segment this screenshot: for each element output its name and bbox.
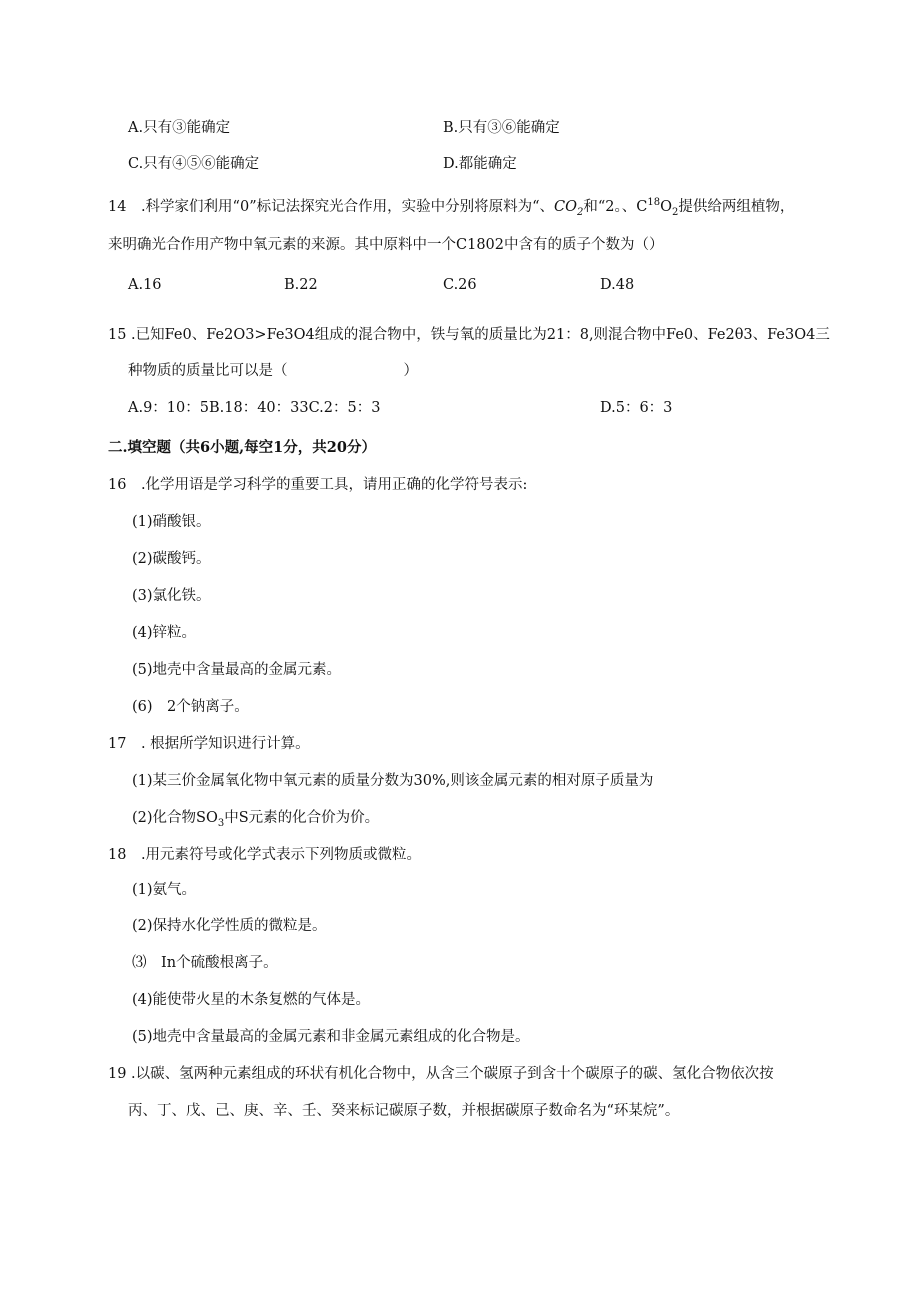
q16-item-5: (5)地壳中含量最高的金属元素。 (132, 662, 342, 678)
q18-item-2: (2)保持水化学性质的微粒是。 (132, 918, 327, 934)
q14-option-c: C.26 (443, 277, 477, 293)
q18-stem: 18 .用元素符号或化学式表示下列物质或微粒。 (108, 847, 422, 863)
q13-option-a: A.只有③能确定 (128, 120, 231, 136)
q13-option-b: B.只有③⑥能确定 (443, 120, 560, 136)
q15-options-abc: A.9：10：5B.18：40：33C.2：5：3 (128, 400, 381, 416)
q19-stem-line1: 19 .以碳、氢两种元素组成的环状有机化合物中，从含三个碳原子到含十个碳原子的碳、氢化合物依次按 (108, 1066, 774, 1082)
q16-item-4: (4)锌粒。 (132, 625, 197, 641)
q18-item-4: (4)能使带火星的木条复燃的气体是。 (132, 992, 371, 1008)
q14-option-a: A.16 (128, 277, 162, 293)
q14-stem-line1: 14 .科学家们利用“0”标记法探究光合作用，实验中分别将原料为“、$CO_2$和“2。、$C^{18}O_2$提供给两组植物， (108, 197, 795, 218)
q18-item-5: (5)地壳中含量最高的金属元素和非金属元素组成的化合物是。 (132, 1029, 530, 1045)
q15-stem-line2: 种物质的质量比可以是（ ） (128, 363, 418, 379)
q16-item-6: (6) 2个钠离子。 (132, 699, 249, 715)
q14-stem-line2: 来明确光合作用产物中氧元素的来源。其中原料中一个C1802中含有的质子个数为（） (108, 237, 664, 253)
q18-item-3: ⑶ In个硫酸根离子。 (132, 955, 278, 971)
q18-item-1: (1)氨气。 (132, 882, 197, 898)
q15-stem-line1: 15 .已知Fe0、Fe2O3>Fe3O4组成的混合物中，铁与氧的质量比为21：8,则混合物中Fe0、Fe2θ3、Fe3O4三 (108, 327, 830, 343)
section-heading: 二.填空题（共6小题,每空1分，共20分） (108, 439, 376, 456)
q15-option-d: D.5：6：3 (600, 400, 673, 416)
q17-item-1: (1)某三价金属氧化物中氧元素的质量分数为30%,则该金属元素的相对原子质量为 (132, 773, 654, 789)
q14-option-b: B.22 (284, 277, 318, 293)
q19-stem-line2: 丙、丁、戊、己、庚、辛、壬、癸来标记碳原子数，并根据碳原子数命名为“环某烷”。 (128, 1103, 680, 1119)
q13-option-c: C.只有④⑤⑥能确定 (128, 156, 260, 172)
q17-stem: 17 . 根据所学知识进行计算。 (108, 736, 310, 752)
q16-item-3: (3)氯化铁。 (132, 588, 211, 604)
q16-item-1: (1)硝酸银。 (132, 514, 211, 530)
q17-item-2: (2)化合物$SO_3$中S元素的化合价为价。 (132, 810, 380, 829)
q16-item-2: (2)碳酸钙。 (132, 551, 211, 567)
q16-stem: 16 .化学用语是学习科学的重要工具，请用正确的化学符号表示: (108, 477, 528, 493)
q14-option-d: D.48 (600, 277, 635, 293)
q13-option-d: D.都能确定 (443, 156, 517, 172)
